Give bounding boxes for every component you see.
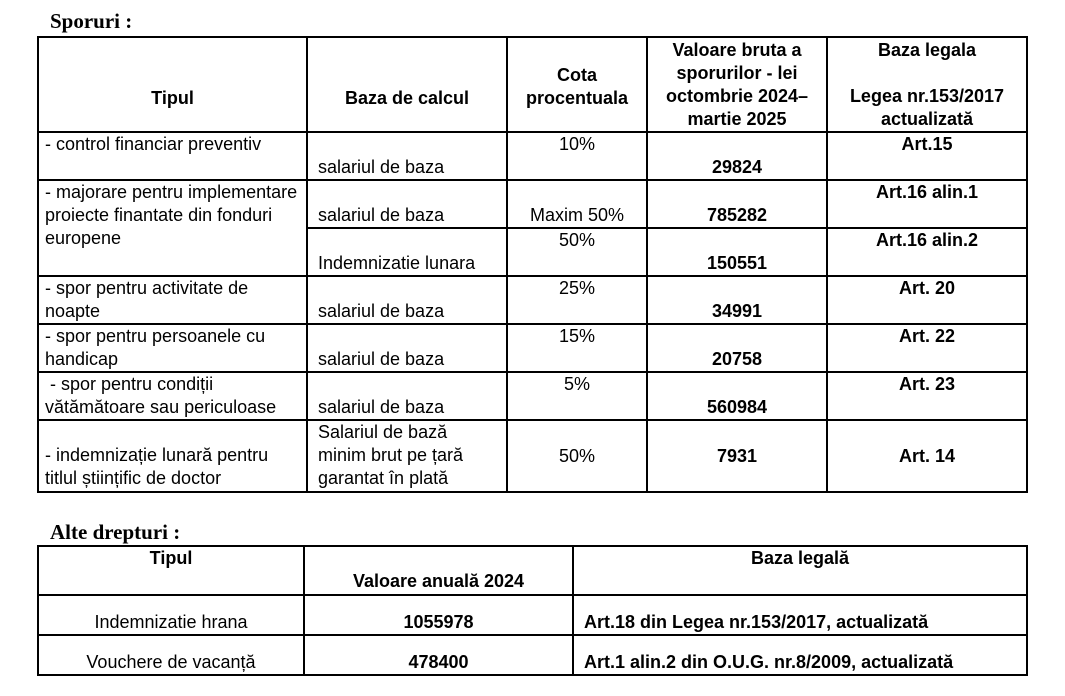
row-legal: Art.15 <box>827 132 1027 180</box>
alte-row-valoare: 1055978 <box>304 595 573 635</box>
header-baza-calcul: Baza de calcul <box>307 37 507 132</box>
header-tipul: Tipul <box>38 37 307 132</box>
header-valoare-line3: octombrie 2024– <box>665 86 809 106</box>
row-cota: Maxim 50% <box>507 180 647 228</box>
row-legal: Art. 20 <box>827 276 1027 324</box>
row-baza: salariul de baza <box>307 372 507 420</box>
header-baza-legala <box>827 37 1027 132</box>
row-cota: 5% <box>507 372 647 420</box>
row-tipul: - spor pentru activitate de noapte <box>38 276 307 324</box>
row-cota: 50% <box>507 420 647 492</box>
header-valoare-line4: martie 2025 <box>687 109 787 129</box>
table-row <box>38 635 1027 675</box>
alte-row-valoare: 478400 <box>304 635 573 675</box>
row-tipul: - spor pentru persoanele cu handicap <box>38 324 307 372</box>
row-valoare: 29824 <box>647 132 827 180</box>
header-valoare-line1: Valoare bruta a <box>672 40 802 60</box>
row-legal: Art. 22 <box>827 324 1027 372</box>
header-valoare <box>647 37 827 132</box>
row-baza: salariul de baza <box>307 324 507 372</box>
alte-header-tipul: Tipul <box>38 546 304 595</box>
row-cota: 50% <box>507 228 647 276</box>
table-row <box>38 276 1027 324</box>
row-valoare: 150551 <box>647 228 827 276</box>
table-row <box>38 132 1027 180</box>
table-row <box>38 324 1027 372</box>
row-legal: Art. 23 <box>827 372 1027 420</box>
alte-drepturi-table <box>37 545 1028 676</box>
row-baza: salariul de baza <box>307 180 507 228</box>
sporuri-title: Sporuri : <box>50 9 133 33</box>
row-tipul: - indemnizație lunară pentru titlul științific de doctor <box>38 420 307 492</box>
alte-header-row <box>38 546 1027 595</box>
row-baza: Salariul de bază minim brut pe țară garantat în plată <box>307 420 507 492</box>
row-legal: Art. 14 <box>827 420 1027 492</box>
row-tipul: - majorare pentru implementare proiecte finantate din fonduri europene <box>38 180 307 276</box>
alte-row-tipul: Indemnizatie hrana <box>38 595 304 635</box>
row-legal: Art.16 alin.2 <box>827 228 1027 276</box>
row-tipul: - spor pentru condiții vătămătoare sau periculoase <box>38 372 307 420</box>
table-row <box>38 372 1027 420</box>
alte-row-legal: Art.1 alin.2 din O.U.G. nr.8/2009, actualizată <box>573 635 1027 675</box>
table-row <box>38 420 1027 492</box>
header-baza-legala-line1: Baza legala <box>877 40 977 60</box>
table-row <box>38 595 1027 635</box>
alte-row-tipul: Vouchere de vacanță <box>38 635 304 675</box>
alte-row-legal: Art.18 din Legea nr.153/2017, actualizată <box>573 595 1027 635</box>
row-baza: salariul de baza <box>307 276 507 324</box>
row-valoare: 560984 <box>647 372 827 420</box>
header-cota-line2: procentuala <box>525 88 629 108</box>
row-baza: salariul de baza <box>307 132 507 180</box>
row-tipul: - control financiar preventiv <box>38 132 307 180</box>
sporuri-header-row <box>38 37 1027 132</box>
header-cota-line1: Cota <box>557 65 597 85</box>
row-valoare: 785282 <box>647 180 827 228</box>
header-baza-legala-line2: Legea nr.153/2017 <box>849 86 1005 106</box>
row-valoare: 20758 <box>647 324 827 372</box>
sporuri-table <box>37 36 1028 493</box>
row-valoare: 7931 <box>647 420 827 492</box>
row-valoare: 34991 <box>647 276 827 324</box>
header-valoare-line2: sporurilor - lei <box>676 63 798 83</box>
alte-header-baza-legala: Baza legală <box>573 546 1027 595</box>
alte-drepturi-title: Alte drepturi : <box>50 520 181 544</box>
header-baza-legala-line3: actualizată <box>880 109 974 129</box>
row-cota: 10% <box>507 132 647 180</box>
row-baza: Indemnizatie lunara <box>307 228 507 276</box>
row-cota: 15% <box>507 324 647 372</box>
header-cota <box>507 37 647 132</box>
table-row <box>38 180 1027 228</box>
row-cota: 25% <box>507 276 647 324</box>
alte-header-valoare: Valoare anuală 2024 <box>304 546 573 595</box>
row-legal: Art.16 alin.1 <box>827 180 1027 228</box>
